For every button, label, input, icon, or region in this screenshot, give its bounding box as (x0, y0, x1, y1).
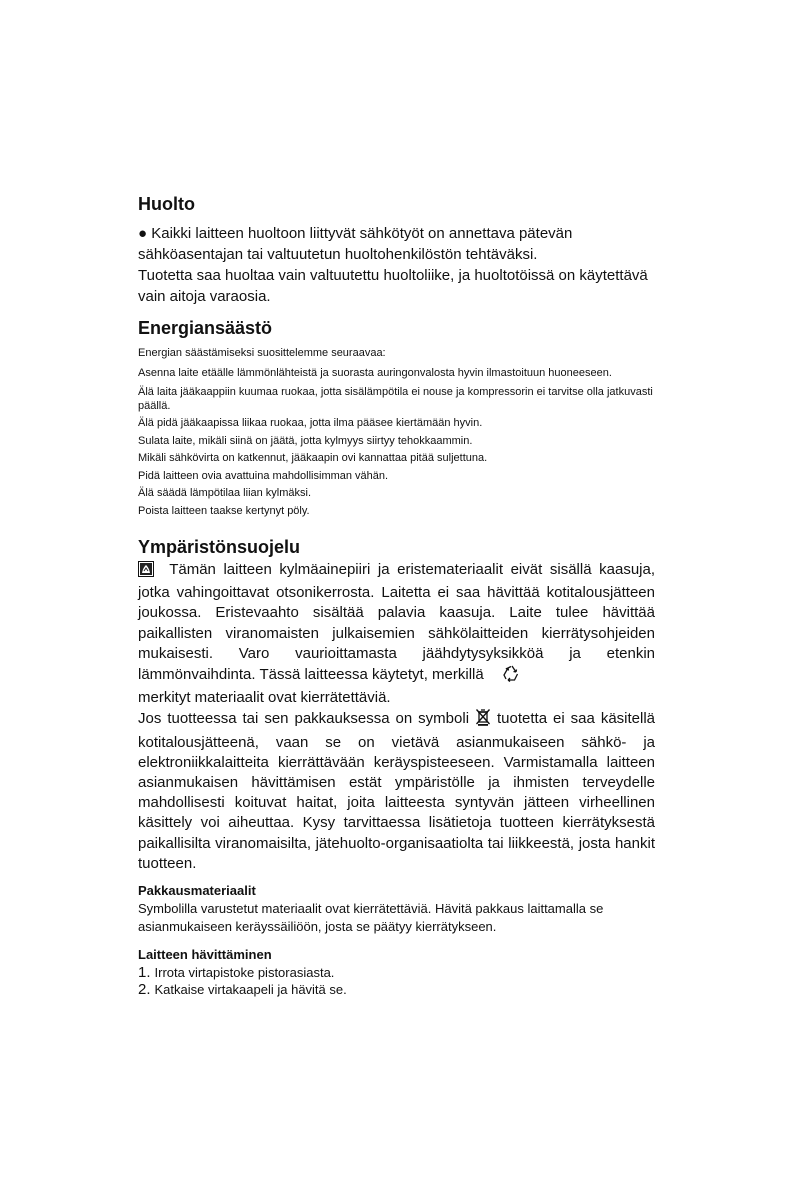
energy-tip: Älä pidä jääkaapissa liikaa ruokaa, jotta ilma pääsee kiertämään hyvin. (138, 417, 483, 429)
disposal-step (138, 964, 686, 981)
energy-tip: Poista laitteen taakse kertynyt pöly. (138, 504, 310, 517)
disposal-step (138, 981, 686, 998)
crossed-bin-icon (475, 708, 491, 732)
energy-tip: Asenna laite etäälle lämmönlähteistä ja suorasta auringonvalosta hyvin ilmastoituun huoneeseen. (138, 366, 612, 379)
step-text: Katkaise virtakaapeli ja hävitä se. (154, 982, 347, 998)
environment-paragraph-1 (138, 560, 655, 688)
step-number: 1. (138, 964, 151, 982)
section-title-pakkaus: Pakkausmateriaalit (138, 883, 256, 899)
huolto-line-1 (138, 223, 686, 244)
step-text: Irrota virtapistoke pistorasiasta. (154, 965, 335, 981)
recycle-icon (502, 664, 522, 688)
environment-text-a: Tämän laitteen kylmäainepiiri ja eristemateriaalit eivät sisällä kaasuja, jotka vahingoittavat otsonikerrosta. Laitetta ei saa hävittää kotitalousjätteen joukossa. Eristevaahto sisältää palavia kaasuja. Laite tulee hävittää paikallisten viranomaisten julkaisemien sähkölaitteiden kierrätysohjeiden mukaisesti. Varo vaurioittamasta jäähdytysyksikköä ja etenkin lämmönvaihdinta. Tässä laitteessa käytetyt, merkillä (138, 561, 656, 684)
environment-text-b: merkityt materiaalit ovat kierrätettäviä. (138, 689, 391, 707)
huolto-text-1: Kaikki laitteen huoltoon liittyvät sähkötyöt on annettava pätevän (151, 225, 573, 242)
section-title-havittaminen: Laitteen hävittäminen (138, 947, 272, 963)
energy-tip: Sulata laite, mikäli siinä on jäätä, jotta kylmyys siirtyy tehokkaammin. (138, 434, 473, 447)
energy-tip: Mikäli sähkövirta on katkennut, jääkaapin ovi kannattaa pitää suljettuna. (138, 452, 488, 464)
huolto-line-3: Tuotetta saa huoltaa vain valtuutettu huoltoliike, ja huoltotöissä on käytettävä (138, 267, 648, 284)
energy-tip: Älä säädä lämpötilaa liian kylmäksi. (138, 487, 312, 499)
energy-tip: Älä laita jääkaappiin kuumaa ruokaa, jotta sisälämpötila ei nouse ja kompressorin ei tarvitse olla jatkuvasti päällä. (138, 386, 653, 412)
environment-text-d: tuotetta ei saa käsitellä kotitalousjätteenä, vaan se on vietävä asianmukaiseen sähkö- ja elektroniikkalaitteita kierrättävään keräyspisteeseen. Varmistamalla laitteen asianmukaisen hävittämisen estät ympäristölle ja ihmisten terveydelle mahdollisesti koituvat haitat, joita laitteesta syntyvän jätteen virheellinen käsittely voi aiheuttaa. Kysy tarvittaessa lisätietoja tuotteen kierrätyksestä paikallisilta viranomaisilta, jätehuolto-organisaatiolta tai liikkeestä, josta hankit tuotteen. (138, 710, 656, 872)
section-title-huolto: Huolto (138, 194, 195, 214)
bullet: ● (138, 225, 148, 242)
page-content (138, 193, 686, 998)
environment-text-c: Jos tuotteessa tai sen pakkauksessa on symboli (138, 710, 470, 728)
huolto-line-4: vain aitoja varaosia. (138, 288, 271, 305)
pakkaus-text: Symbolilla varustetut materiaalit ovat kierrätettäviä. Hävitä pakkaus laittamalla se asianmukaiseen keräyssäiliöön, josta se päätyy kierrätykseen. (138, 901, 604, 934)
step-number: 2. (138, 981, 151, 999)
environment-symbol-icon (138, 561, 154, 583)
section-title-energia: Energiansäästö (138, 318, 273, 338)
huolto-line-2: sähköasentajan tai valtuutetun huoltohenkilöstön tehtäväksi. (138, 246, 538, 263)
energy-tip: Pidä laitteen ovia avattuina mahdollisimman vähän. (138, 469, 389, 482)
environment-paragraph-2 (138, 708, 655, 874)
section-title-ymparisto: Ympäristönsuojelu (138, 537, 301, 557)
energy-intro: Energian säästämiseksi suosittelemme seuraavaa: (138, 347, 386, 359)
